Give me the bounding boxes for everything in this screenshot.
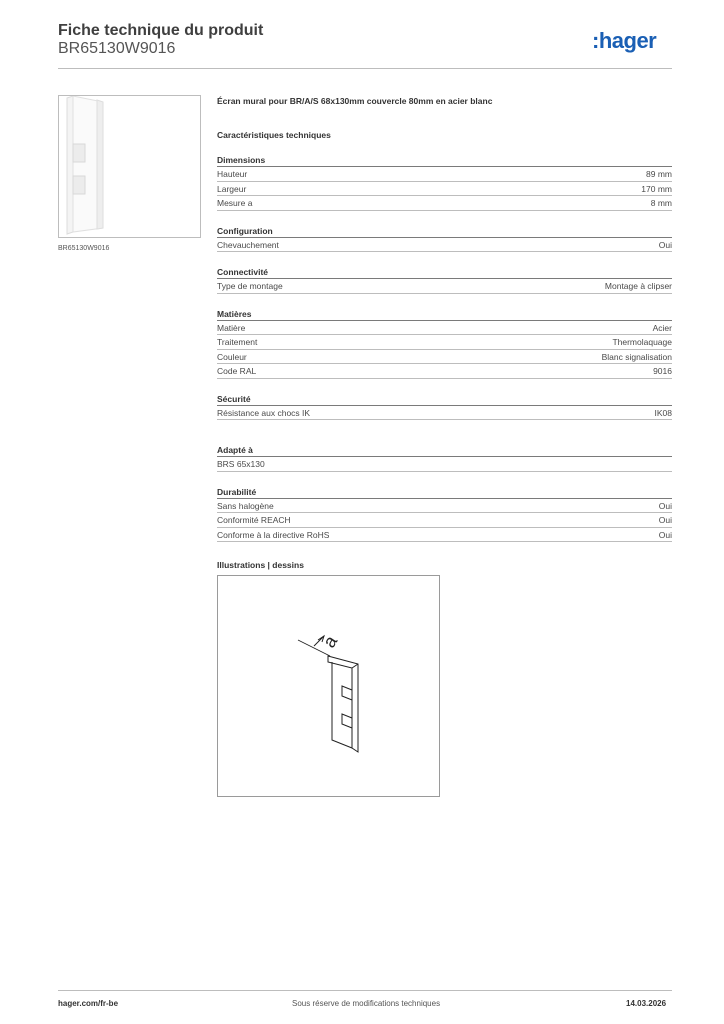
spec-row [217,528,672,543]
document-title: Fiche technique du produit [58,22,264,39]
footer-website-link[interactable]: hager.com/fr-be [58,999,119,1008]
footer-divider [58,990,672,991]
spec-value: IK08 [654,407,672,418]
spec-label: Conformité REACH [217,515,291,525]
spec-value: Oui [658,239,672,250]
spec-value: Thermolaquage [612,337,672,347]
spec-section [217,393,672,421]
spec-section [217,154,672,211]
spec-label: Hauteur [217,169,248,179]
spec-label: Résistance aux chocs IK [217,407,311,418]
spec-label: Type de montage [217,281,283,291]
spec-row [217,238,672,253]
spec-value: Blanc signalisation [601,351,672,362]
product-description: Écran mural pour BR/A/S 68x130mm couvercle 80mm en acier blanc [217,96,493,106]
spec-section-title: Sécurité [217,393,672,406]
spec-row [217,457,672,472]
product-details [217,96,672,570]
spec-section [217,266,672,294]
spec-label: Conforme à la directive RoHS [217,529,330,540]
spec-section-title: Durabilité [217,486,672,499]
spec-label: Chevauchement [217,239,279,250]
spec-row [217,406,672,421]
dimension-label-a: a [318,632,342,652]
spec-label: Mesure a [217,198,253,208]
footer-date: 14.03.2026 [626,999,667,1008]
header-divider [58,68,672,69]
illustration-drawing [217,575,440,797]
spec-value: 170 mm [641,183,672,194]
spec-value: Oui [658,500,672,511]
product-reference: BR65130W9016 [58,40,176,57]
spec-section-title: Configuration [217,225,672,238]
spec-row [217,499,672,514]
spec-sections [217,154,672,542]
spec-label: Largeur [217,183,247,194]
spec-row [217,167,672,182]
spec-row [217,335,672,350]
footer-notice: Sous réserve de modifications techniques [292,999,441,1008]
dimension-drawing [218,576,439,796]
spec-row [217,350,672,365]
spec-section-title: Connectivité [217,266,672,279]
spec-label: Matière [217,322,246,333]
spec-section-title: Matières [217,308,672,321]
spec-value: 89 mm [646,169,672,179]
spec-row [217,182,672,197]
spec-value: Oui [658,529,672,540]
spec-label: Traitement [217,337,258,347]
spec-value: Montage à clipser [604,281,672,291]
spec-value: 8 mm [650,198,672,208]
product-thumbnail [58,95,201,238]
thumbnail-caption: BR65130W9016 [58,245,110,252]
technical-characteristics-heading: Caractéristiques techniques [217,130,331,140]
spec-value: 9016 [653,366,672,376]
spec-label: Couleur [217,351,247,362]
spec-section [217,444,672,472]
product-thumbnail-drawing [59,96,200,237]
spec-section [217,486,672,543]
spec-value: Oui [658,515,672,525]
spec-row [217,279,672,294]
spec-section [217,225,672,253]
spec-section [217,308,672,379]
spec-row [217,513,672,528]
illustrations-heading: Illustrations | dessins [217,560,304,570]
spec-label: BRS 65x130 [217,459,265,469]
spec-label: Sans halogène [217,500,274,511]
spec-row [217,321,672,336]
spec-section-title: Dimensions [217,154,672,167]
spec-label: Code RAL [217,366,257,376]
spec-row [217,196,672,211]
spec-row [217,364,672,379]
spec-section-title: Adapté à [217,444,672,457]
spec-value: Acier [652,322,672,333]
hager-logo: :hager [592,28,657,53]
